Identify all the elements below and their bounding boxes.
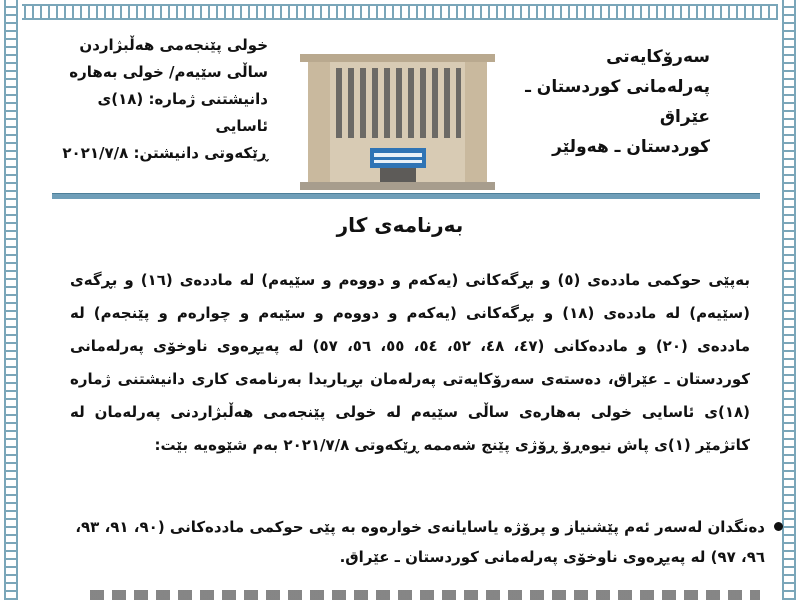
agenda-item: [70, 512, 783, 572]
agenda-item-text: دەنگدان لەسەر ئەم پێشنیاز و پرۆژە یاسایانەی خوارەوە بە پێی حوکمی ماددەکانی (٩٠، ٩١، ٩٣، ٩٦، ٩٧) لە پەیڕەوی ناوخۆی پەرلەمانی کوردستان ـ عێراق.: [75, 518, 765, 566]
bullet-dot-icon: [774, 522, 783, 531]
decorative-border-right: [778, 0, 800, 600]
cut-off-text-line: [90, 590, 760, 600]
session-term: خولی پێنجەمی هەڵبژاردن: [79, 36, 268, 54]
decorative-border-top: [0, 0, 800, 24]
session-year: ساڵی سێیەم/ خولی بەهارە: [69, 63, 268, 81]
session-number: دانیشتنی ژمارە: (١٨)ی ئاسایی: [97, 90, 268, 135]
authority-line-parliament: پەرلەمانی کوردستان ـ عێراق: [525, 77, 710, 127]
authority-line-location: کوردستان ـ هەولێر: [552, 137, 710, 157]
session-info-block: [48, 32, 268, 167]
header-divider: [52, 193, 760, 199]
authority-line-presidency: سەرۆکایەتی: [606, 47, 710, 67]
document-title: بەرنامەی کار: [336, 213, 464, 237]
agenda-preamble: بەپێی حوکمی ماددەی (٥) و بڕگەکانی (یەکەم و دووەم و سێیەم) لە ماددەی (١٦) و بڕگەی (سێیەم) لە ماددەی (١٨) و بڕگەکانی (یەکەم و دووەم و سێیەم و چوارەم و پێنجەم) لە ماددەی (٢٠) و ماددەکانی (٤٧، ٤٨، ٥٢، ٥٤، ٥٥، ٥٦، ٥٧) لە پەیڕەوی ناوخۆی پەرلەمانی کوردستان ـ عێراق، دەستەی سەرۆکایەتی پەرلەمان بڕیاریدا بەرنامەی کاری دانیشتنی ژمارە (١٨)ی ئاسایی خولی بەهارەی ساڵی سێیەم لە خولی پێنجەمی هەڵبژاردنی پەرلەمان لە کاتژمێر (١)ی پاش نیوەڕۆ ڕۆژی پێنج شەممە ڕێکەوتی ٢٠٢١/٧/٨ بەم شێوەیە بێت:: [70, 271, 751, 454]
authority-block: [490, 42, 710, 162]
parliament-building-icon: [300, 52, 495, 190]
session-date: ڕێکەوتی دانیشتن: ٢٠٢١/٧/٨: [62, 144, 268, 162]
decorative-border-left: [0, 0, 22, 600]
